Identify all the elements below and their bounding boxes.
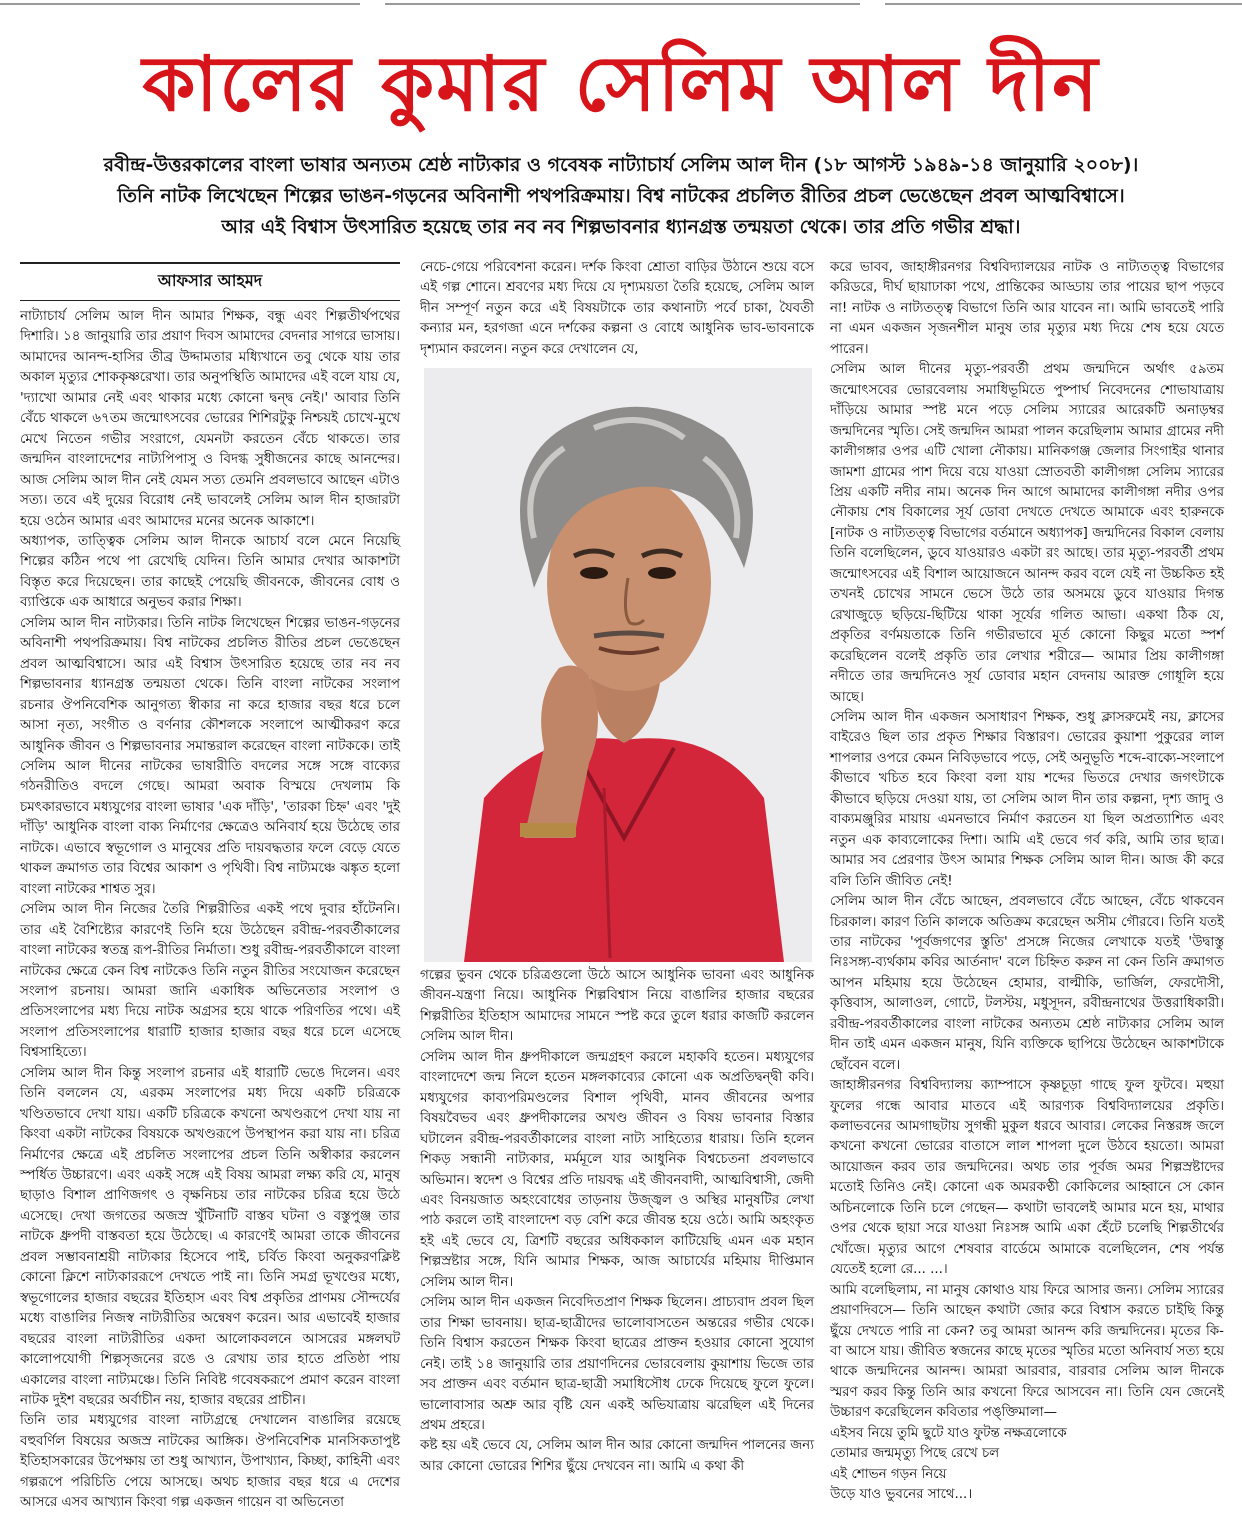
poem bbox=[830, 1424, 1224, 1506]
portrait-illustration bbox=[424, 368, 812, 962]
portrait-photo bbox=[424, 368, 812, 962]
paragraph: নাট্যাচার্য সেলিম আল দীন আমার শিক্ষক, বন্ধু এবং শিল্পতীর্থপথের দিশারি। ১৪ জানুয়ারি তার প্রয়াণ দিবস আমাদের বেদনার সাগরে ভাসায়। আমাদের আনন্দ-হাসির তীব্র উদ্দামতার মধ্যিখানে তবু থেকে যায় তার অকাল মৃত্যুর শোককৃষ্ণরেখা। তার অনুপস্থিতি আমাদের এই বলে যায় যে, 'দ্যাখো আমার নেই এবং থাকার মধ্যে কোনো দ্বন্দ্ব নেই।' আবার তিনি বেঁচে থাকলে ৬৭তম জন্মোৎসবের ভোরের শিশিরটুকু নিশ্চয়ই চোখে-মুখে মেখে নিতেন গভীর সংরাগে, যেমনটা করতেন বেঁচে থাকতে। তার জন্মদিন বাংলাদেশের নাট্যপিপাসু ও বিদগ্ধ সুধীজনের কাছে আনন্দের। আজ সেলিম আল দীন নেই যেমন সত্য তেমনি প্রবলভাবে আছেন এটাও সত্য। তবে এই দুয়ের বিরোধ নেই ভাবলেই সেলিম আল দীন হাজারটা হয়ে ওঠেন আমার এবং আমাদের মনের অনেক আকাশে। bbox=[20, 309, 400, 529]
intro-line: রবীন্দ্র-উত্তরকালের বাংলা ভাষার অন্যতম শ্রেষ্ঠ নাট্যকার ও গবেষক নাট্যাচার্য সেলিম আল দীন (১৮ আগস্ট ১৯৪৯-১৪ জানুয়ারি ২০০৮)। bbox=[103, 154, 1139, 176]
poem-line: তোমার জন্মমৃত্যু পিছে রেখে চল bbox=[830, 1446, 1000, 1462]
poem-line: উড়ে যাও ভুবনের সাথে...। bbox=[830, 1487, 973, 1503]
article-column-middle-bottom bbox=[420, 966, 814, 1474]
article-column-middle-top bbox=[420, 258, 814, 366]
poem-line: এই শোভন গড়ন নিয়ে bbox=[830, 1466, 947, 1482]
top-border bbox=[0, 0, 1242, 8]
paragraph: জাহাঙ্গীরনগর বিশ্ববিদ্যালয় ক্যাম্পাসে কৃষ্ণচূড়া গাছে ফুল ফুটবে। মহুয়া ফুলের গন্ধে আবার মাতবে এই আরণ্যক বিশ্ববিদ্যালয়ের প্রকৃতি। কলাভবনের আমগাছটায় সুগন্ধী মুকুল ধরবে আবার। লেকের নিস্তরঙ্গ জলে কখনো কখনো ভোরের বাতাসে লাল শাপলা দুলে উঠবে হয়তো। আমরা আয়োজন করব তার জন্মদিনের। অথচ তার পূর্বজ অমর শিল্পস্রষ্টাদের মতোই তিনিও নেই। কোনো এক অমরকণ্ঠী কোকিলের আহ্বানে সে কোন অচিনলোকে তিনি চলে গেছেন— কথাটা ভাবলেই আমার মনে হয়, মাথার ওপর থেকে ছায়া সরে যাওয়া নিঃসঙ্গ আমি একা হেঁটে চলেছি শিল্পতীর্থের খোঁজে। মৃত্যুর আগে শেষবার বার্ডেমে আমাকে বলেছিলেন, শেষ পর্যন্ত যেতেই হলো রে... ...। bbox=[830, 1078, 1224, 1278]
paragraph: তিনি তার মধ্যযুগের বাংলা নাট্যগ্রন্থে দেখালেন বাঙালির রয়েছে বহুবর্ণিল বিষয়ের অজস্র নাটকের আঙ্গিক। ঔপনিবেশিক মানসিকতাপুষ্ট ইতিহাসকারের উপেক্ষায় তা শুধু আখ্যান, উপাখ্যান, কিচ্ছা, কাহিনী এবং গল্পরূপে পরিচিতি পেয়ে আসছে। অথচ হাজার বছর ধরে এ দেশের আসরে এসব আখ্যান কিংবা গল্প একজন গায়েন বা অভিনেতা bbox=[20, 1413, 400, 1511]
poem-line: এইসব নিয়ে তুমি ছুটে যাও ফুটন্ত নক্ষত্রলোকে bbox=[830, 1425, 1067, 1441]
article-column-left bbox=[20, 258, 400, 1511]
paragraph: সেলিম আল দীন বেঁচে আছেন, প্রবলভাবে বেঁচে আছেন, বেঁচে থাকবেন চিরকাল। কারণ তিনি কালকে অতিক্রম করেছেন অসীম গৌরবে। তিনি যতই তার নাটকের 'পূর্বজগণের স্তুতি' প্রসঙ্গে নিজের লেখাকে যতই 'উদ্বাস্তু নিঃসঙ্গ্য-ব্যর্থকাম কবির আর্তনাদ' বলে চিহ্নিত করুন না কেন তিনি ক্রমাগত আপন মহিমায় হয়ে উঠেছেন হোমার, বাল্মীকি, ভার্জিল, ফেরদৌসী, কৃত্তিবাস, আলাওল, গোটে, টলস্টয়, মধুসূদন, রবীন্দ্রনাথের উত্তরাধিকারী। রবীন্দ্র-পরবর্তীকালের বাংলা নাটকের অন্যতম শ্রেষ্ঠ নাট্যকার সেলিম আল দীন তাই এমন একজন মানুষ, যিনি ব্যক্তিকে ছাপিয়ে উঠেছেন আকাশটাকে ছোঁবেন বলে। bbox=[830, 894, 1224, 1073]
intro-line: আর এই বিশ্বাস উৎসারিত হয়েছে তার নব নব শিল্পভাবনার ধ্যানগ্রস্ত তন্ময়তা থেকে। তার প্রতি গভীর শ্রদ্ধা। bbox=[221, 216, 1021, 238]
paragraph: সেলিম আল দীন নিজের তৈরি শিল্পরীতির একই পথে দুবার হাঁটেননি। তার এই বৈশিষ্ট্যের কারণেই তিনি হয়ে উঠেছেন রবীন্দ্র-পরবর্তীকালের বাংলা নাটকের স্বতন্ত্র রূপ-রীতির নির্মাতা। শুধু রবীন্দ্র-পরবর্তীকালে বাংলা নাটকের ক্ষেত্রে কেন বিশ্ব নাটকেও তিনি নতুন রীতির সংযোজন করেছেন সংলাপ রচনায়। আমরা জানি একাধিক অভিনেতার সংলাপ ও প্রতিসংলাপের মধ্য দিয়ে নাটক অগ্রসর হয়ে থাকে পরিণতির পথে। এই সংলাপ প্রতিসংলাপের ধারাটি হাজার হাজার বছর ধরে চলে এসেছে বিশ্বসাহিত্যে। bbox=[20, 902, 400, 1061]
paragraph: আমি বলেছিলাম, না মানুষ কোথাও যায় ফিরে আসার জন্য। সেলিম স্যারের প্রয়াণদিবসে— তিনি আছেন কথাটা জোর করে বিশ্বাস করতে চাইছি কিন্তু ছুঁয়ে দেখতে পারি না কেন? তবু আমরা আনন্দ করি জন্মদিনের। মৃতের কি-বা আসে যায়। জীবিত স্বজনের কাছে মৃতের স্মৃতির মতো অনিবার্য সত্য হয়ে থাকে জন্মদিনের আনন্দ। আমরা আরবার, বারবার সেলিম আল দীনকে স্মরণ করব কিন্তু তিনি আর কখনো ফিরে আসবেন না। তিনি যেন জেনেই উচ্চারণ করেছিলেন কবিতার পঙ্‌ক্তিমালা— bbox=[830, 1282, 1224, 1421]
paragraph: সেলিম আল দীনের মৃত্যু-পরবর্তী প্রথম জন্মদিনে অর্থাৎ ৫৯তম জন্মোৎসবের ভোরবেলায় সমাধিভূমিতে পুষ্পার্ঘ নিবেদনের শোভাযাত্রায় দাঁড়িয়ে আমার স্পষ্ট মনে পড়ে সেলিম স্যারের আরেকটি অনাড়ম্বর জন্মদিনের স্মৃতি। সেই জন্মদিন আমরা পালন করেছিলাম আমার গ্রামের নদী কালীগঙ্গার ওপর এটি খোলা নৌকায়। মানিকগঞ্জ জেলার সিংগাইর থানার জামশা গ্রামের পাশ দিয়ে বয়ে যাওয়া স্রোতবতী কালীগঙ্গা সেলিম স্যারের প্রিয় একটি নদীর নাম। অনেক দিন আগে আমাদের কালীগঙ্গা নদীর ওপর নৌকায় শেষ বিকালের সূর্য ডোবা দেখতে দেখতে আমাকে এবং হারুনকে [নাটক ও নাট্যতত্ত্ব বিভাগের বর্তমানে অধ্যাপক] জন্মদিনের বিকাল বেলায় তিনি বলেছিলেন, ডুবে যাওয়ারও একটা রং আছে। তার মৃত্যু-পরবর্তী প্রথম জন্মোৎসবের এই বিশাল আয়োজনে আনন্দ করব বলে যেই না উচ্চকিত হই তখনই চোখের সামনে ভেসে উঠে তার অসময়ে ডুবে যাওয়ার দিগন্ত রেখাজুড়ে ছড়িয়ে-ছিটিয়ে থাকা সূর্যের গলিত আভা। একথা ঠিক যে, প্রকৃতির বর্ণময়তাকে তিনি গভীরভাবে মূর্ত কোনো কিছুর মতো স্পর্শ করেছিলেন বলেই প্রকৃতি তার লেখার শরীরে— আমার প্রিয় কালীগঙ্গা নদীতে তার জন্মদিনেও সূর্য ডোবার মহান বেদনায় আরক্ত গোধূলি হয়ে আছে। bbox=[830, 362, 1224, 705]
intro-line: তিনি নাটক লিখেছেন শিল্পের ভাঙন-গড়নের অবিনাশী পথপরিক্রমায়। বিশ্ব নাটকের প্রচলিত রীতির প্রচল ভেঙেছেন প্রবল আত্মবিশ্বাসে। bbox=[117, 185, 1125, 207]
headline: কালের কুমার সেলিম আল দীন bbox=[142, 39, 1100, 128]
paragraph: সেলিম আল দীন ধ্রুপদীকালে জন্মগ্রহণ করলে মহাকবি হতেন। মধ্যযুগের বাংলাদেশে জন্ম নিলে হতেন মঙ্গলকাব্যের কোনো এক অপ্রতিদ্বন্দ্বী কবি। মধ্যযুগের কাব্যপরিমণ্ডলের বিশাল পৃথিবী, মানব জীবনের অপার বিষয়বৈভব এবং ধ্রুপদীকালের অখণ্ড জীবন ও বিষয় ভাবনার বিস্তার ঘটালেন রবীন্দ্র-পরবর্তীকালের বাংলা নাট্য সাহিত্যের ধারায়। তিনি হলেন শিকড় সন্ধানী নাট্যকার, মর্মমূলে যার আধুনিক বিশ্বচেতনা প্রবলভাবে অভিমান। স্বদেশ ও বিশ্বের প্রতি দায়বদ্ধ এই জীবনবাদী, আত্মবিশ্বাসী, জেদী এবং বিনয়জাত অহংবোধের তাড়নায় উজ্জ্বল ও অস্থির মানুষটির লেখা পাঠ করলে তাই বাংলাদেশ বড় বেশি করে জীবন্ত হয়ে ওঠে। আমি অহংকৃত হই এই ভেবে যে, ত্রিশটি বছরের অধিককাল কাটিয়েছি এমন এক মহান শিল্পস্রষ্টার সঙ্গে, যিনি আমার শিক্ষক, আজ আচার্যের মহিমায় দীপ্তিমান সেলিম আল দীন। bbox=[420, 1049, 814, 1290]
paragraph: সেলিম আল দীন একজন অসাধারণ শিক্ষক, শুধু ক্লাসরুমেই নয়, ক্লাসের বাইরেও ছিল তার প্রকৃত শিক্ষার বিস্তারণ। ভোরের কুয়াশা পুকুরের লাল শাপলার ওপরে কেমন নিবিড়ভাবে পড়ে, সেই অনুভূতি শব্দে-বাক্যে-সংলাপে কীভাবে খচিত হবে কিংবা বলা যায় শব্দের ভিতরে দেখার জগৎটাকে কীভাবে ছড়িয়ে দেওয়া যায়, তা সেলিম আল দীন তার কল্পনা, দৃশ্য জাদু ও বাক্যমঞ্জুরির মায়ায় এমনভাবে নির্মাণ করতেন যা ছিল অপ্রত্যাশিত এবং নতুন এক কাব্যলোকের দিশা। আমি এই ভেবে গর্ব করি, আমি তার ছাত্র। আমার সব প্রেরণার উৎস আমার শিক্ষক সেলিম আল দীন। আজ কী করে বলি তিনি জীবিত নেই! bbox=[830, 709, 1224, 889]
paragraph: অধ্যাপক, তাত্ত্বিক সেলিম আল দীনকে আচার্য বলে মেনে নিয়েছি শিল্পের কঠিন পথে পা রেখেছি যেদিন। তিনি আমার দেখার আকাশটা বিস্তৃত করে দিয়েছেন। তার কাছেই পেয়েছি জীবনকে, জীবনের বোধ ও ব্যাপ্তিকে এক আধারে অনুভব করার শিক্ষা। bbox=[20, 533, 400, 611]
paragraph: নেচে-গেয়ে পরিবেশনা করেন। দর্শক কিংবা শ্রোতা বাড়ির উঠানে শুয়ে বসে এই গল্প শোনে। শ্রবণের মধ্য দিয়ে যে দৃশ্যময়তা তৈরি হয়েছে, সেলিম আল দীন সম্পূর্ণ নতুন করে এই বিষয়টাকে তার কথানাট্য পর্বে চাকা, যৈবতী কন্যার মন, হরগজা এনে দর্শকের কল্পনা ও বোধে আধুনিক ভাব-ভাবনাকে দৃশ্যমান করলেন। নতুন করে দেখালেন যে, bbox=[420, 260, 814, 357]
paragraph: সেলিম আল দীন একজন নিবেদিতপ্রাণ শিক্ষক ছিলেন। প্রাচ্যবাদ প্রবল ছিল তার শিক্ষা ভাবনায়। ছাত্র-ছাত্রীদের ভালোবাসতেন অন্তরের গভীর থেকে। তিনি বিশ্বাস করতেন শিক্ষক কিংবা ছাত্রের প্রাক্তন হওয়ার কোনো সুযোগ নেই। তাই ১৪ জানুয়ারি তার প্রয়াণদিনের ভোরবেলায় কুয়াশায় ভিজে তার সব প্রাক্তন এবং বর্তমান ছাত্র-ছাত্রী সমাধিসৌধ ঢেকে দিয়েছে ফুলে ফুলে। ভালোবাসার অশ্রু আর বৃষ্টি যেন একই অভিযাত্রায় ঝরেছিল এই দিনের প্রথম প্রহরে। bbox=[420, 1295, 814, 1433]
paragraph: করে ভাবব, জাহাঙ্গীরনগর বিশ্ববিদ্যালয়ের নাটক ও নাট্যতত্ত্ব বিভাগের করিডরে, দীর্ঘ ছায়াঢাকা পথে, প্রান্তিকের আড্ডায় তার পায়ের ছাপ পড়বে না! নাটক ও নাট্যতত্ত্ব বিভাগে তিনি আর যাবেন না। আমি ভাবতেই পারি না এমন একজন সৃজনশীল মানুষ তার মৃত্যুর মধ্য দিয়ে শেষ হয়ে যেতে পারেন। bbox=[830, 260, 1224, 357]
paragraph: গল্পের ভুবন থেকে চরিত্রগুলো উঠে আসে আধুনিক ভাবনা এবং আধুনিক জীবন-যন্ত্রণা নিয়ে। আধুনিক শিল্পবিশ্বাস নিয়ে বাঙালির হাজার বছরের শিল্পরীতির ইতিহাস আমাদের সামনে স্পষ্ট করে তুলে ধরার কাজটি করলেন সেলিম আল দীন। bbox=[420, 968, 814, 1045]
paragraph: সেলিম আল দীন নাট্যকার। তিনি নাটক লিখেছেন শিল্পের ভাঙন-গড়নের অবিনাশী পথপরিক্রমায়। বিশ্ব নাটকের প্রচলিত রীতির প্রচল ভেঙেছেন প্রবল আত্মবিশ্বাসে। আর এই বিশ্বাস উৎসারিত হয়েছে তার নব নব শিল্পভাবনার ধ্যানগ্রস্ত তন্ময়তা থেকে। তিনি বাংলা নাটকের সংলাপ রচনার ঔপনিবেশিক আনুগত্য স্বীকার না করে হাজার বছর ধরে চলে আসা নৃত্য, সংগীত ও বর্ণনার কৌশলকে সংলাপে আত্মীকরণ করে আধুনিক জীবন ও শিল্পভাবনার সমান্তরাল করেছেন বাংলা নাটককে। তাই সেলিম আল দীনের নাটকের ভাষারীতি বদলের সঙ্গে সঙ্গে বাক্যের গঠনরীতিও বদলে গেছে। আমরা অবাক বিস্ময়ে দেখলাম কি চমৎকারভাবে মধ্যযুগের বাংলা ভাষার 'এক দাঁড়ি', 'তারকা চিহ্ন' এবং 'দুই দাঁড়ি' আধুনিক বাংলা বাক্য নির্মাণের ক্ষেত্রেও অনিবার্য হয়ে উঠেছে তার নাটকে। এভাবে স্বভূগোল ও মানুষের প্রতি দায়বদ্ধতার ফলে বেড়ে যেতে থাকল ক্রমাগত তার বিশ্বের আকাশ ও পৃথিবী। বিশ্ব নাট্যমঞ্চে ঝঙ্কৃত হলো বাংলা নাটকের শাশ্বত সুর। bbox=[20, 615, 400, 897]
byline-rule bbox=[20, 300, 400, 301]
article-column-right bbox=[830, 258, 1224, 1503]
intro bbox=[70, 150, 1172, 243]
paragraph: কষ্ট হয় এই ভেবে যে, সেলিম আল দীন আর কোনো জন্মদিন পালনের জন্য আর কোনো ভোরের শিশির ছুঁয়ে দেখবেন না। আমি এ কথা কী bbox=[420, 1438, 814, 1474]
byline: আফসার আহমদ bbox=[20, 262, 400, 292]
paragraph: সেলিম আল দীন কিন্তু সংলাপ রচনার এই ধারাটি ভেঙে দিলেন। এবং তিনি বললেন যে, এরকম সংলাপের মধ্য দিয়ে একটি চরিত্রকে খণ্ডিতভাবে দেখা যায়। একটি চরিত্রকে কখনো অখণ্ডরূপে দেখা যায় না কিংবা একটা নাটকের বিষয়কে অখণ্ডরূপে উপস্থাপন করা যায় না। চরিত্র নির্মাণের ক্ষেত্রে এই প্রচলিত সংলাপের প্রচল তিনি অস্বীকার করলেন স্পর্ধিত উচ্চারণে। এবং একই সঙ্গে এই বিষয় আমরা লক্ষ্য করি যে, মানুষ ছাড়াও বিশাল প্রাণিজগৎ ও বৃক্ষনিচয় তার নাটকের চরিত্র হয়ে উঠে এসেছে। দেখা জগতের অজস্র খুঁটিনাটি বাস্তব ঘটনা ও বস্তুপুঞ্জ তার নাটকে ধ্রুপদী বাস্তবতা হয়ে উঠেছে। এ কারণেই আমরা তাকে জীবনের প্রবল সম্ভাবনাশ্রয়ী নাট্যকার হিসেবে পাই, চর্বিত কিংবা অনুকরণক্লিষ্ট কোনো ক্লিশে নাট্যকাররূপে দেখতে পাই না। তিনি সমগ্র ভূখণ্ডের মধ্যে, স্বভূগোলের হাজার বছরের ইতিহাস এবং বিশ্ব প্রকৃতির প্রাণময় সৌন্দর্যের মধ্যে বাঙালির নিজস্ব নাট্যরীতির অন্বেষণ করেন। আর এভাবেই হাজার বছরের বাংলা নাট্যরীতির একদা আলোকবলনে আসরের মঙ্গলঘট কালোপযোগী শিল্পসৃজনের রঙে ও রেখায় তার হাতে প্রতিষ্ঠা পায় একালের বাংলা নাট্যমঞ্চে। তিনি নিবিষ্ট গবেষকরূপে প্রমাণ করেন বাংলা নাটক দুইশ বছরের অর্বাচীন নয়, হাজার বছরের প্রাচীন। bbox=[20, 1065, 400, 1409]
